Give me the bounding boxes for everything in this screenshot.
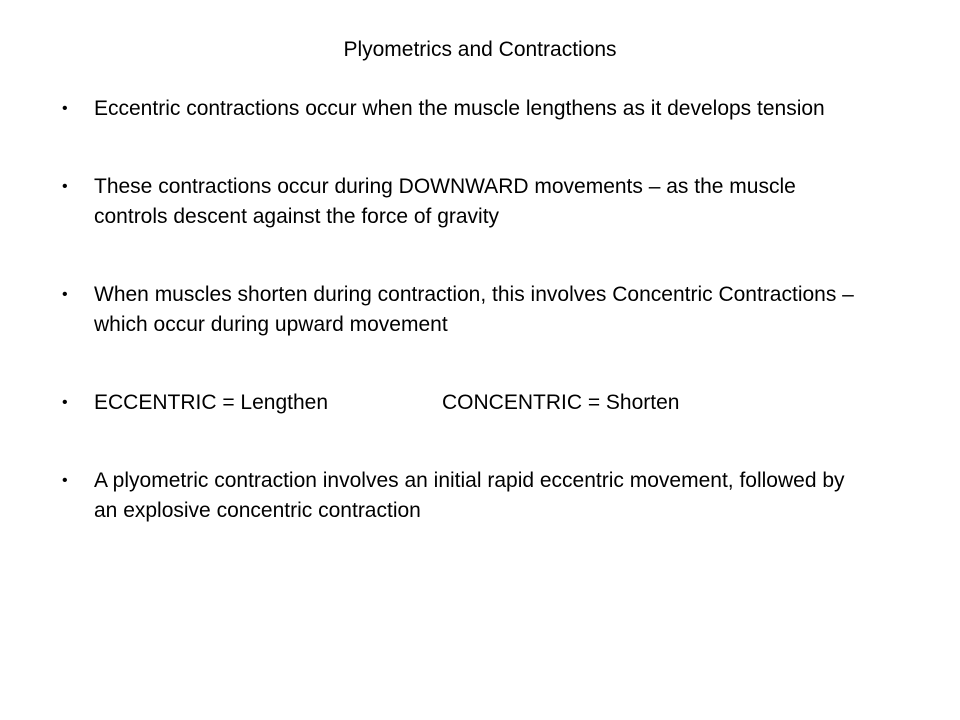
bullet-text-split: [94, 388, 872, 418]
bullet-dot-icon: •: [62, 100, 68, 117]
bullet-text: When muscles shorten during contraction, this involves Concentric Contractions – which occur during upward movement: [94, 283, 854, 336]
bullet-item-plyometric: [62, 466, 872, 526]
bullet-dot-icon: •: [62, 286, 68, 303]
eccentric-definition: ECCENTRIC = Lengthen: [94, 391, 329, 414]
bullet-list: [62, 94, 872, 574]
bullet-item-summary: [62, 388, 872, 418]
bullet-text: These contractions occur during DOWNWARD movements – as the muscle controls descent against the force of gravity: [94, 175, 796, 228]
bullet-dot-icon: •: [62, 178, 68, 195]
bullet-item-concentric: [62, 280, 872, 340]
bullet-text: A plyometric contraction involves an initial rapid eccentric movement, followed by an explosive concentric contraction: [94, 469, 845, 522]
concentric-definition: CONCENTRIC = Shorten: [442, 391, 680, 414]
bullet-dot-icon: •: [62, 394, 68, 411]
slide-title: Plyometrics and Contractions: [343, 38, 617, 61]
bullet-item-downward: [62, 172, 872, 232]
bullet-text: Eccentric contractions occur when the muscle lengthens as it develops tension: [94, 97, 825, 120]
bullet-dot-icon: •: [62, 472, 68, 489]
bullet-item-eccentric: [62, 94, 872, 124]
